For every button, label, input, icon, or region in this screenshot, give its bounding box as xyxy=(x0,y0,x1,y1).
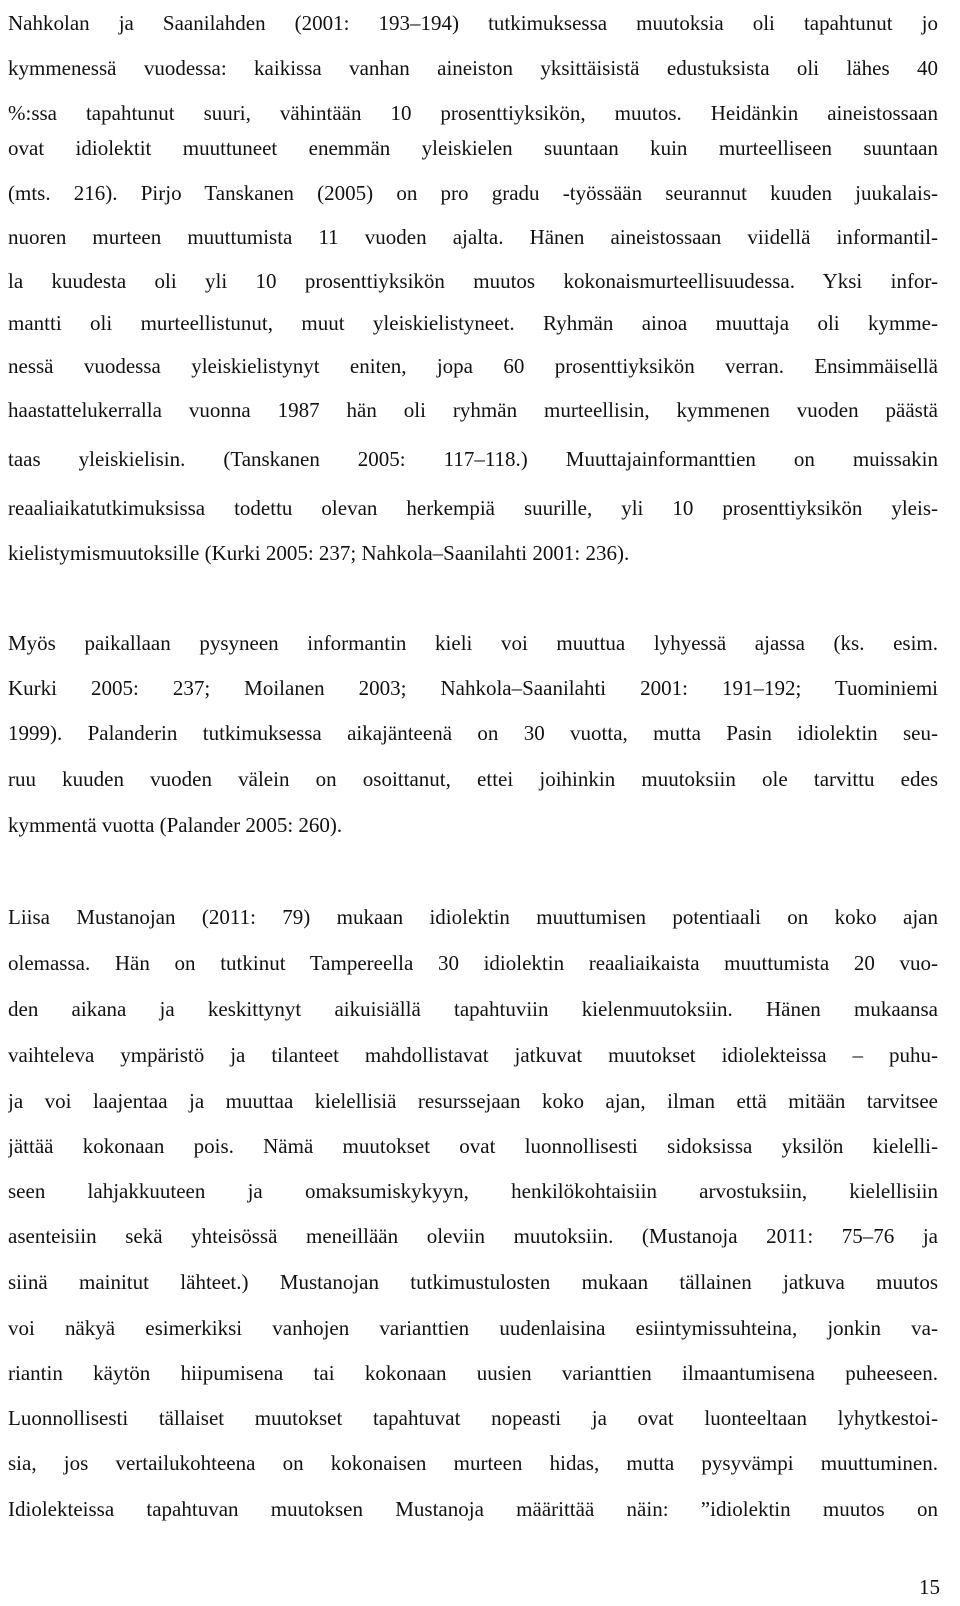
text-line: Myös paikallaan pysyneen informantin kieli voi muuttua lyhyessä ajassa (ks. esim. xyxy=(8,631,938,655)
text-line: %:ssa tapahtunut suuri, vähintään 10 prosenttiyksikön, muutos. Heidänkin aineistossaan xyxy=(8,101,938,125)
text-line: kymmentä vuotta (Palander 2005: 260). xyxy=(8,813,343,837)
text-line: nuoren murteen muuttumista 11 vuoden ajalta. Hänen aineistossaan viidellä informantil- xyxy=(8,225,938,249)
text-line: nessä vuodessa yleiskielistynyt eniten, jopa 60 prosenttiyksikön verran. Ensimmäisellä xyxy=(8,354,938,378)
text-line: taas yleiskielisin. (Tanskanen 2005: 117–118.) Muuttajainformanttien on muissakin xyxy=(8,447,938,471)
text-line: voi näkyä esimerkiksi vanhojen varianttien uudenlaisina esiintymissuhteina, jonkin va- xyxy=(8,1316,938,1340)
text-line: sia, jos vertailukohteena on kokonaisen murteen hidas, mutta pysyvämpi muuttuminen. xyxy=(8,1451,938,1475)
text-line: Kurki 2005: 237; Moilanen 2003; Nahkola–Saanilahti 2001: 191–192; Tuominiemi xyxy=(8,676,938,700)
text-line: la kuudesta oli yli 10 prosenttiyksikön muutos kokonaismurteellisuudessa. Yksi infor- xyxy=(8,269,938,293)
text-line: Nahkolan ja Saanilahden (2001: 193–194) tutkimuksessa muutoksia oli tapahtunut jo xyxy=(8,11,938,35)
text-line: seen lahjakkuuteen ja omaksumiskykyyn, henkilökohtaisiin arvostuksiin, kielellisiin xyxy=(8,1179,938,1203)
text-line: 1999). Palanderin tutkimuksessa aikajänteenä on 30 vuotta, mutta Pasin idiolektin seu- xyxy=(8,721,938,745)
text-line: Idiolekteissa tapahtuvan muutoksen Mustanoja määrittää näin: ”idiolektin muutos on xyxy=(8,1497,938,1521)
text-line: reaaliaikatutkimuksissa todettu olevan herkempiä suurille, yli 10 prosenttiyksikön yleis- xyxy=(8,496,938,520)
text-line: ja voi laajentaa ja muuttaa kielellisiä resurssejaan koko ajan, ilman että mitään tarvitsee xyxy=(8,1089,938,1113)
text-line: haastattelukerralla vuonna 1987 hän oli ryhmän murteellisin, kymmenen vuoden päästä xyxy=(8,398,938,422)
text-line: mantti oli murteellistunut, muut yleiskielistyneet. Ryhmän ainoa muuttaja oli kymme- xyxy=(8,311,938,335)
text-line: (mts. 216). Pirjo Tanskanen (2005) on pro gradu -työssään seurannut kuuden juukalais- xyxy=(8,181,938,205)
text-line: ovat idiolektit muuttuneet enemmän yleiskielen suuntaan kuin murteelliseen suuntaan xyxy=(8,136,938,160)
text-line: Luonnollisesti tällaiset muutokset tapahtuvat nopeasti ja ovat luonteeltaan lyhytkestoi- xyxy=(8,1406,938,1430)
page-number: 15 xyxy=(919,1575,940,1599)
text-line: jättää kokonaan pois. Nämä muutokset ovat luonnollisesti sidoksissa yksilön kielelli- xyxy=(8,1134,938,1158)
text-line: olemassa. Hän on tutkinut Tampereella 30 idiolektin reaaliaikaista muuttumista 20 vuo- xyxy=(8,951,938,975)
text-line: kielistymismuutoksille (Kurki 2005: 237; Nahkola–Saanilahti 2001: 236). xyxy=(8,541,630,565)
text-line: ruu kuuden vuoden välein on osoittanut, ettei joihinkin muutoksiin ole tarvittu edes xyxy=(8,767,938,791)
text-line: asenteisiin sekä yhteisössä meneillään oleviin muutoksiin. (Mustanoja 2011: 75–76 ja xyxy=(8,1224,938,1248)
text-line: Liisa Mustanojan (2011: 79) mukaan idiolektin muuttumisen potentiaali on koko ajan xyxy=(8,905,938,929)
text-line: riantin käytön hiipumisena tai kokonaan uusien varianttien ilmaantumisena puheeseen. xyxy=(8,1361,938,1385)
text-line: vaihteleva ympäristö ja tilanteet mahdollistavat jatkuvat muutokset idiolekteissa – puhu- xyxy=(8,1043,938,1067)
text-line: kymmenessä vuodessa: kaikissa vanhan aineiston yksittäisistä edustuksista oli lähes 40 xyxy=(8,56,938,80)
text-line: siinä mainitut lähteet.) Mustanojan tutkimustulosten mukaan tällainen jatkuva muutos xyxy=(8,1270,938,1294)
text-line: den aikana ja keskittynyt aikuisiällä tapahtuviin kielenmuutoksiin. Hänen mukaansa xyxy=(8,997,938,1021)
